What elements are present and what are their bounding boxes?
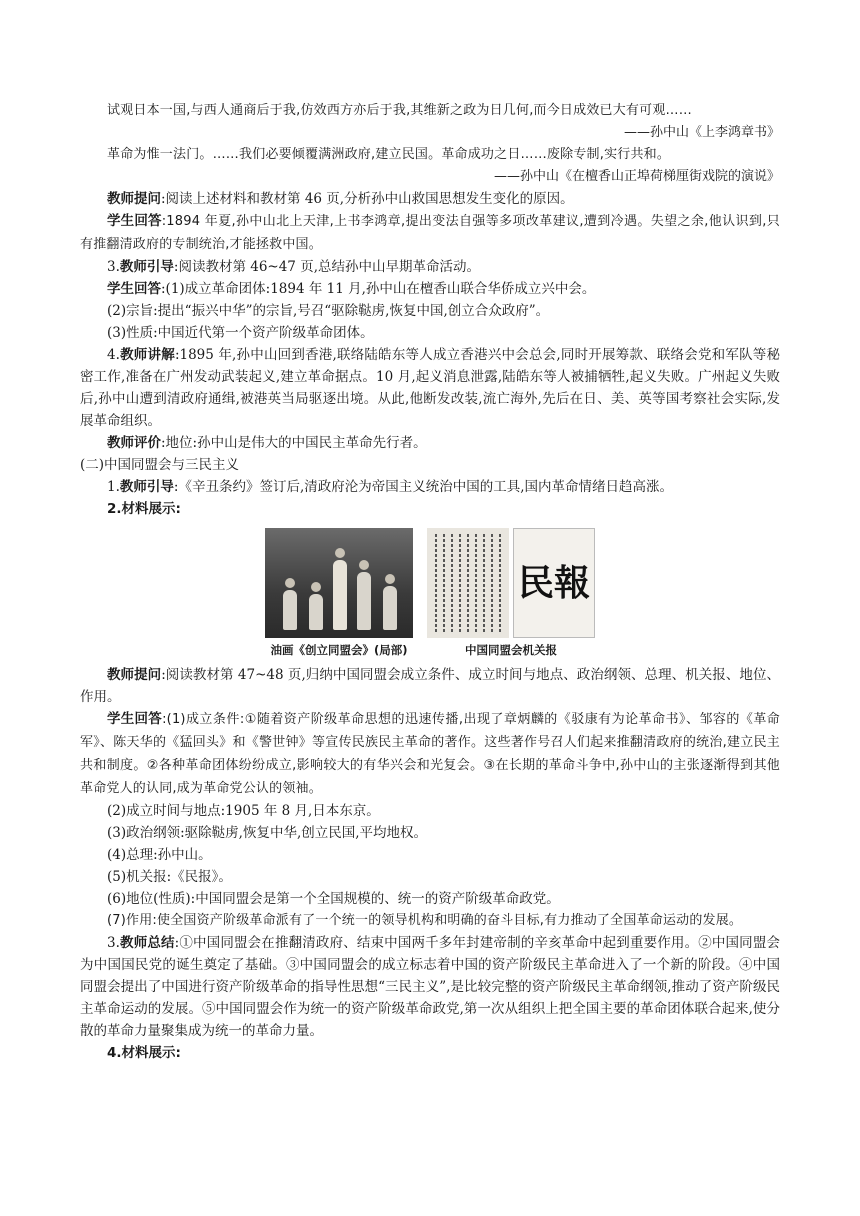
painting-figure-head	[335, 548, 345, 558]
figure-newspaper	[427, 528, 595, 658]
quote-source-2: ——孙中山《在檀香山正埠荷梯厘街戏院的演说》	[493, 169, 780, 184]
quote-sun-li-hongzhang: 试观日本一国,与西人通商后于我,仿效西方亦后于我,其维新之政为日几何,而今日成效已大有可观……	[107, 103, 692, 118]
painting-figure-head	[285, 578, 295, 588]
painting-figure-head	[359, 560, 369, 570]
text-student-answer-1: :1894 年夏,孙中山北上天津,上书李鸿章,提出变法自强等多项改革建议,遭到冷遇。失望之余,他认识到,只有推翻清政府的专制统治,才能拯救中国。	[80, 214, 781, 252]
painting-figure-head	[311, 582, 321, 592]
text-teacher-question-2: :阅读教材第 47~48 页,归纳中国同盟会成立条件、成立时间与地点、政治纲领、总理、机关报、地位、作用。	[80, 667, 780, 705]
number-prefix: 3.	[107, 935, 120, 951]
section-heading-2: (二)中国同盟会与三民主义	[80, 457, 240, 473]
paragraph-role: (7)作用:使全国资产阶级革命派有了一个统一的领导机构和明确的奋斗目标,有力推动了全国革命运动的发展。	[107, 913, 743, 928]
text-column	[499, 534, 501, 632]
paragraph-student-answer-3	[80, 708, 780, 800]
cover-title: 民報	[517, 562, 590, 604]
number-prefix: 3.	[107, 259, 120, 275]
label-student-answer: 学生回答	[107, 711, 163, 727]
number-prefix: 4.	[107, 347, 120, 363]
figure-oil-painting	[265, 528, 413, 658]
label-student-answer: 学生回答	[107, 213, 162, 229]
text-column	[483, 534, 485, 632]
paragraph-teacher-guide-1	[80, 476, 780, 498]
paragraph-newspaper: (5)机关报:《民报》。	[107, 869, 232, 885]
text-student-answer-3: :(1)成立条件:①随着资产阶级革命思想的迅速传播,出现了章炳麟的《驳康有为论革命书》、邹容的《革命军》、陈天华的《猛回头》和《警世钟》等宣传民族民主革命的著作。这些著作号召人们起来推翻清政府的统治,建立民主共和制度。②各种革命团体纷纷成立,影响较大的有华兴会和光复会。③在长期的革命斗争中,孙中山的主张逐渐得到其他革命党人的认同,成为革命党公认的领袖。	[80, 712, 781, 796]
label-teacher-guide: 教师引导	[119, 479, 174, 495]
paragraph-nature: (3)性质:中国近代第一个资产阶级革命团体。	[107, 325, 374, 341]
text-teacher-evaluation: :地位:孙中山是伟大的中国民主革命先行者。	[161, 435, 427, 451]
painting-figure	[383, 586, 397, 630]
paragraph-teacher-question-2	[80, 664, 780, 708]
document-body	[80, 100, 780, 1064]
paragraph-teacher-explain-4	[80, 344, 780, 432]
painting-figure	[283, 590, 297, 630]
paragraph-aim: (2)宗旨:提出“振兴中华”的宗旨,号召“驱除鞑虏,恢复中国,创立合众政府”。	[107, 303, 550, 319]
text-column	[435, 534, 437, 632]
text-teacher-guide-1: :《辛丑条约》签订后,清政府沦为帝国主义统治中国的工具,国内革命情绪日趋高涨。	[173, 479, 674, 495]
material-display-heading-2: 2.材料展示:	[107, 501, 181, 517]
text-student-answer-2: :(1)成立革命团体:1894 年 11 月,孙中山在檀香山联合华侨成立兴中会。	[161, 281, 596, 297]
paragraph-teacher-summary	[80, 932, 780, 1042]
label-teacher-explain: 教师讲解	[119, 347, 175, 363]
paragraph-student-answer-2	[80, 278, 780, 300]
paragraph-student-answer-1	[80, 210, 780, 256]
painting-figure-standing	[333, 560, 347, 630]
paragraph-founding-time: (2)成立时间与地点:1905 年 8 月,日本东京。	[107, 803, 380, 819]
label-teacher-question: 教师提问	[107, 667, 162, 683]
text-column	[475, 534, 477, 632]
label-teacher-evaluation: 教师评价	[107, 435, 161, 451]
painting-figure-head	[385, 574, 395, 584]
material-display-heading-4: 4.材料展示:	[107, 1045, 181, 1061]
label-student-answer: 学生回答	[107, 281, 161, 297]
paragraph-platform: (3)政治纲领:驱除鞑虏,恢复中华,创立民国,平均地权。	[107, 825, 428, 841]
paragraph-teacher-guide-3	[80, 256, 780, 278]
text-column	[443, 534, 445, 632]
label-teacher-question: 教师提问	[107, 191, 161, 207]
figure-caption-1: 油画《创立同盟会》(局部)	[270, 643, 408, 657]
text-teacher-summary: :①中国同盟会在推翻清政府、结束中国两千多年封建帝制的辛亥革命中起到重要作用。②中国同盟会为中国国民党的诞生奠定了基础。③中国同盟会的成立标志着中国的资产阶级民主革命进入了一个新的阶段。④中国同盟会提出了中国进行资产阶级革命的指导性思想“三民主义”,是比较完整的资产阶级民主革命纲领,推动了资产阶级民主革命运动的发展。⑤中国同盟会作为统一的资产阶级革命政党,第一次从组织上把全国主要的革命团体联合起来,使分散的革命力量聚集成为统一的革命力量。	[80, 935, 780, 1039]
paragraph-teacher-question-1	[80, 188, 780, 210]
figure-caption-2: 中国同盟会机关报	[465, 643, 557, 657]
minbao-cover-image	[513, 528, 595, 638]
text-column	[459, 534, 461, 632]
text-column	[491, 534, 493, 632]
text-teacher-question-1: :阅读上述材料和教材第 46 页,分析孙中山救国思想发生变化的原因。	[161, 191, 574, 207]
newspaper-images	[427, 528, 595, 638]
text-teacher-explain-4: :1895 年,孙中山回到香港,联络陆皓东等人成立香港兴中会总会,同时开展筹款、联络会党和军队等秘密工作,准备在广州发动武装起义,建立革命据点。10 月,起义消息泄露,陆皓东等人被捕牺牲,起义失败。广州起义失败后,孙中山遭到清政府通缉,被港英当局驱逐出境。从此,他断发改装,流亡海外,先后在日、美、英等国考察社会实际,发展革命组织。	[80, 347, 780, 429]
figure-row	[80, 528, 780, 658]
text-teacher-guide-3: :阅读教材第 46~47 页,总结孙中山早期革命活动。	[173, 259, 480, 275]
newspaper-page-image	[427, 528, 509, 638]
painting-figure	[357, 572, 371, 630]
label-teacher-guide: 教师引导	[119, 259, 174, 275]
text-column	[467, 534, 469, 632]
quote-source-1: ——孙中山《上李鸿章书》	[623, 125, 780, 140]
oil-painting-image	[265, 528, 413, 638]
paragraph-status: (6)地位(性质):中国同盟会是第一个全国规模的、统一的资产阶级革命政党。	[107, 891, 560, 907]
paragraph-teacher-evaluation	[80, 432, 780, 454]
painting-figure	[309, 594, 323, 630]
label-teacher-summary: 教师总结	[119, 935, 175, 951]
text-column	[451, 534, 453, 632]
number-prefix: 1.	[107, 479, 120, 495]
quote-sun-speech: 革命为惟一法门。……我们必要倾覆满洲政府,建立民国。革命成功之日……废除专制,实行共和。	[107, 147, 671, 162]
paragraph-leader: (4)总理:孙中山。	[107, 847, 212, 863]
